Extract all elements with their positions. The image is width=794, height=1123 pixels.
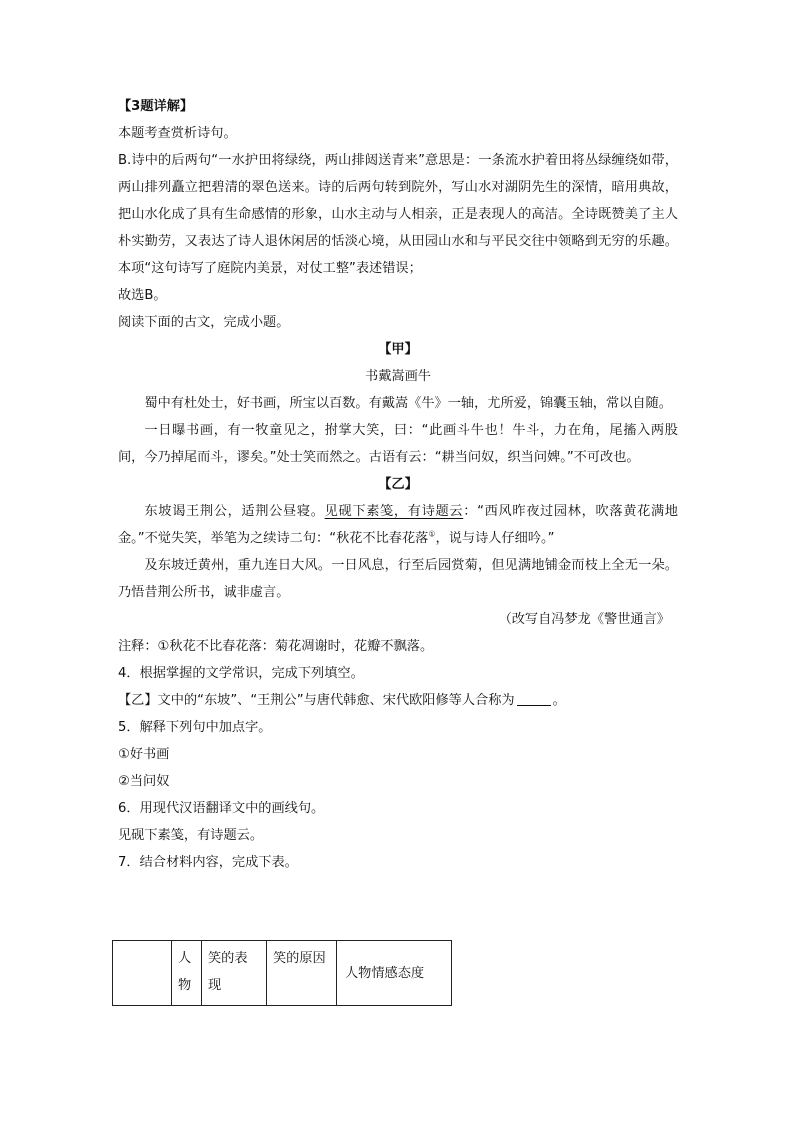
- yi-p1-before: 东坡谒王荆公，适荆公昼寝。: [144, 504, 325, 519]
- table-header-person: 人物: [172, 941, 202, 1006]
- question-6: 6．用现代汉语翻译文中的画线句。: [118, 801, 325, 816]
- underlined-sentence: 见砚下素笺，有诗题云: [324, 504, 464, 519]
- q3-intro: 本题考查赏析诗句。: [118, 126, 237, 141]
- fill-blank[interactable]: [517, 691, 551, 706]
- jia-title: 书戴嵩画牛: [365, 369, 431, 384]
- question-5-item-2: ②当问奴: [118, 774, 170, 789]
- source-citation: （改写自冯梦龙《警世通言》: [498, 612, 670, 627]
- question-4: 4．根据掌握的文学常识，完成下列填空。: [118, 666, 364, 681]
- answer-table: [112, 940, 452, 1006]
- footnote-marker: ①: [428, 529, 436, 539]
- table-header-laugh-expression: 笑的表现: [202, 941, 267, 1006]
- q3-analysis: B.诗中的后两句“一水护田将绿绕，两山排闼送青来”意思是：一条流水护着田将丛绿缠绕如带，两山排列矗立把碧清的翠色送来。诗的后两句转到院外，写山水对湖阴先生的深情，暗用典故，把山水化成了具有生命感情的形象，山水主动与人相亲，正是表现人的高洁。全诗既赞美了主人朴实勤劳，又表达了诗人退休闲居的恬淡心境，从田园山水和与平民交往中领略到无穷的乐趣。本项“这句诗写了庭院内美景，对仗工整”表述错误；: [118, 153, 678, 276]
- footnote: 注释：①秋花不比春花落：菊花凋谢时，花瓣不飘落。: [118, 639, 434, 654]
- yi-paragraph-2: 及东坡迁黄州，重九连日大风。一日风息，行至后园赏菊，但见满地铺金而枝上全无一朵。乃悟昔荆公所书，诚非虚言。: [118, 558, 678, 600]
- jia-paragraph-2: 一日曝书画，有一牧童见之，拊掌大笑，曰：“此画斗牛也！牛斗，力在角，尾搐入两股间，今乃掉尾而斗，谬矣。”处士笑而然之。古语有云：“耕当问奴，织当问婢。”不可改也。: [118, 423, 678, 465]
- table-header-row: [113, 941, 452, 1006]
- question-7: 7．结合材料内容，完成下表。: [118, 855, 298, 870]
- question-5-item-1: ①好书画: [118, 747, 170, 762]
- yi-p1-after: ：“西风昨夜过园林，吹落黄花满地金。”不觉失笑，举笔为之续诗二句：“秋花不比春花落: [118, 504, 678, 546]
- document-body: [118, 93, 678, 876]
- q3-answer: 故选B。: [118, 288, 167, 303]
- q4-fill-end: 。: [552, 693, 566, 708]
- jia-paragraph-1: 蜀中有杜处士，好书画，所宝以百数。有戴嵩《牛》一轴，尤所爱，锦囊玉轴，常以自随。: [144, 396, 672, 411]
- yi-label: 【乙】: [378, 477, 418, 492]
- table-cell-empty: [113, 941, 172, 1006]
- question-6-sentence: 见砚下素笺，有诗题云。: [118, 828, 264, 843]
- q3-heading: 【3题详解】: [118, 99, 194, 114]
- yi-paragraph-1: [118, 498, 678, 552]
- table-header-attitude: 人物情感态度: [337, 941, 452, 1006]
- q4-fill-text: 【乙】文中的“东坡”、“王荆公”与唐代韩愈、宋代欧阳修等人合称为: [118, 693, 515, 708]
- jia-label: 【甲】: [378, 342, 418, 357]
- question-5: 5．解释下列句中加点字。: [118, 720, 272, 735]
- table-header-laugh-reason: 笑的原因: [267, 941, 337, 1006]
- question-4-fill: [118, 687, 678, 714]
- yi-p1-end: ，说与诗人仔细吟。”: [435, 531, 555, 546]
- reading-instruction: 阅读下面的古文，完成小题。: [118, 315, 290, 330]
